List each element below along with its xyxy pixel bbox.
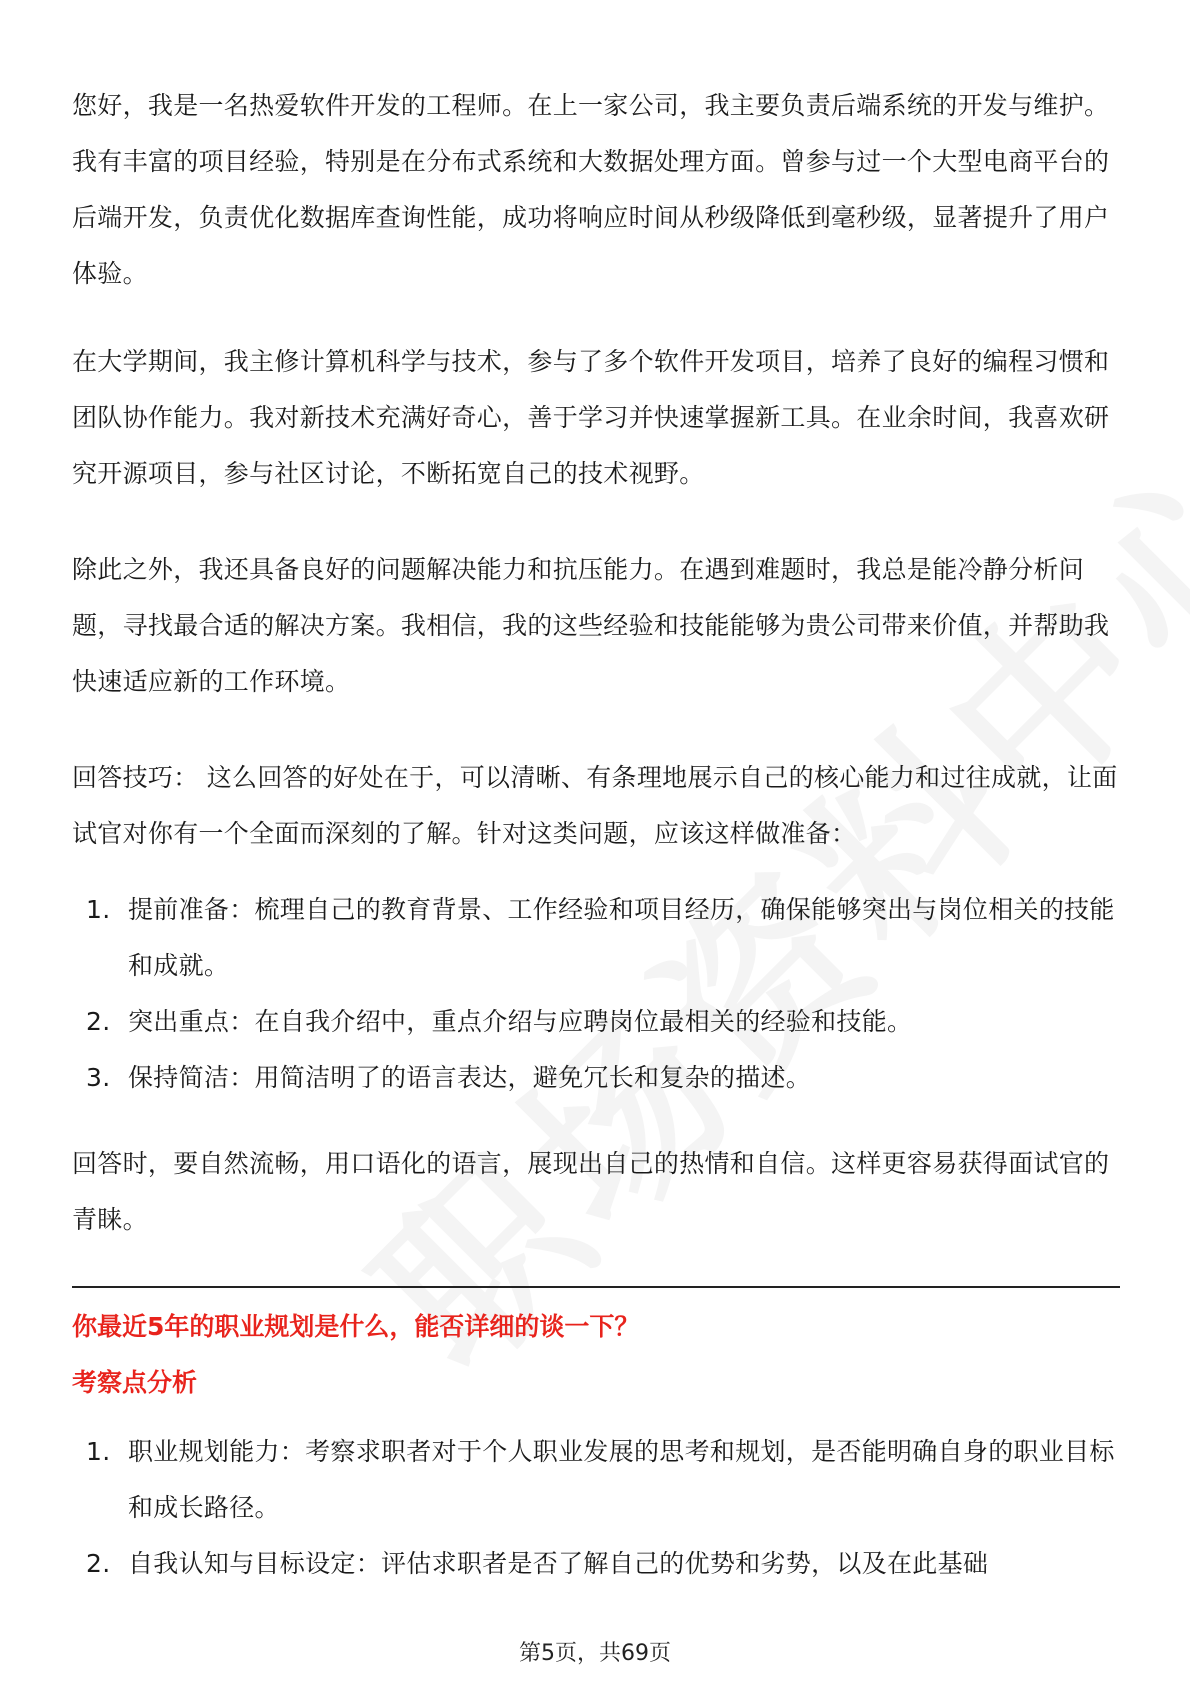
list-item-number: 2.	[86, 1007, 111, 1036]
answer-paragraph-2: 在大学期间，我主修计算机科学与技术，参与了多个软件开发项目，培养了良好的编程习惯和团队协作能力。我对新技术充满好奇心，善于学习并快速掌握新工具。在业余时间，我喜欢研究开源项目，参与社区讨论，不断拓宽自己的技术视野。	[72, 347, 1110, 488]
list-item-text: 自我认知与目标设定：评估求职者是否了解自己的优势和劣势，以及在此基础	[128, 1549, 989, 1578]
list-item	[72, 994, 1120, 1050]
list-item-text: 职业规划能力：考察求职者对于个人职业发展的思考和规划，是否能明确自身的职业目标和成长路径。	[128, 1437, 1115, 1522]
page-content	[72, 78, 1120, 1622]
answer-tips-intro: 回答技巧： 这么回答的好处在于，可以清晰、有条理地展示自己的核心能力和过往成就，让面试官对你有一个全面而深刻的了解。针对这类问题，应该这样做准备：	[72, 763, 1118, 848]
list-item	[72, 882, 1120, 994]
list-item-text: 突出重点：在自我介绍中，重点介绍与应聘岗位最相关的经验和技能。	[128, 1007, 913, 1036]
answer-paragraph-3: 除此之外，我还具备良好的问题解决能力和抗压能力。在遇到难题时，我总是能冷静分析问题，寻找最合适的解决方案。我相信，我的这些经验和技能能够为贵公司带来价值，并帮助我快速适应新的工作环境。	[72, 555, 1110, 696]
analysis-heading: 考察点分析	[72, 1368, 198, 1397]
closing-paragraph: 回答时，要自然流畅，用口语化的语言，展现出自己的热情和自信。这样更容易获得面试官的青睐。	[72, 1149, 1110, 1234]
list-item-text: 保持简洁：用简洁明了的语言表达，避免冗长和复杂的描述。	[128, 1063, 812, 1092]
list-item	[72, 1050, 1120, 1106]
question-heading: 你最近5年的职业规划是什么，能否详细的谈一下？	[72, 1312, 640, 1341]
list-item-text: 提前准备：梳理自己的教育背景、工作经验和项目经历，确保能够突出与岗位相关的技能和成就。	[128, 895, 1115, 980]
list-item-number: 3.	[86, 1063, 111, 1092]
list-item-number: 2.	[86, 1549, 111, 1578]
analysis-list	[72, 1424, 1120, 1592]
section-divider	[72, 1286, 1120, 1288]
tips-list	[72, 882, 1120, 1106]
list-item	[72, 1424, 1120, 1536]
list-item-number: 1.	[86, 1437, 111, 1466]
list-item	[72, 1536, 1120, 1592]
list-item-number: 1.	[86, 895, 111, 924]
page-footer: 第5页，共69页	[519, 1641, 671, 1666]
answer-paragraph-1: 您好，我是一名热爱软件开发的工程师。在上一家公司，我主要负责后端系统的开发与维护。我有丰富的项目经验，特别是在分布式系统和大数据处理方面。曾参与过一个大型电商平台的后端开发，负责优化数据库查询性能，成功将响应时间从秒级降低到毫秒级，显著提升了用户体验。	[72, 91, 1110, 288]
